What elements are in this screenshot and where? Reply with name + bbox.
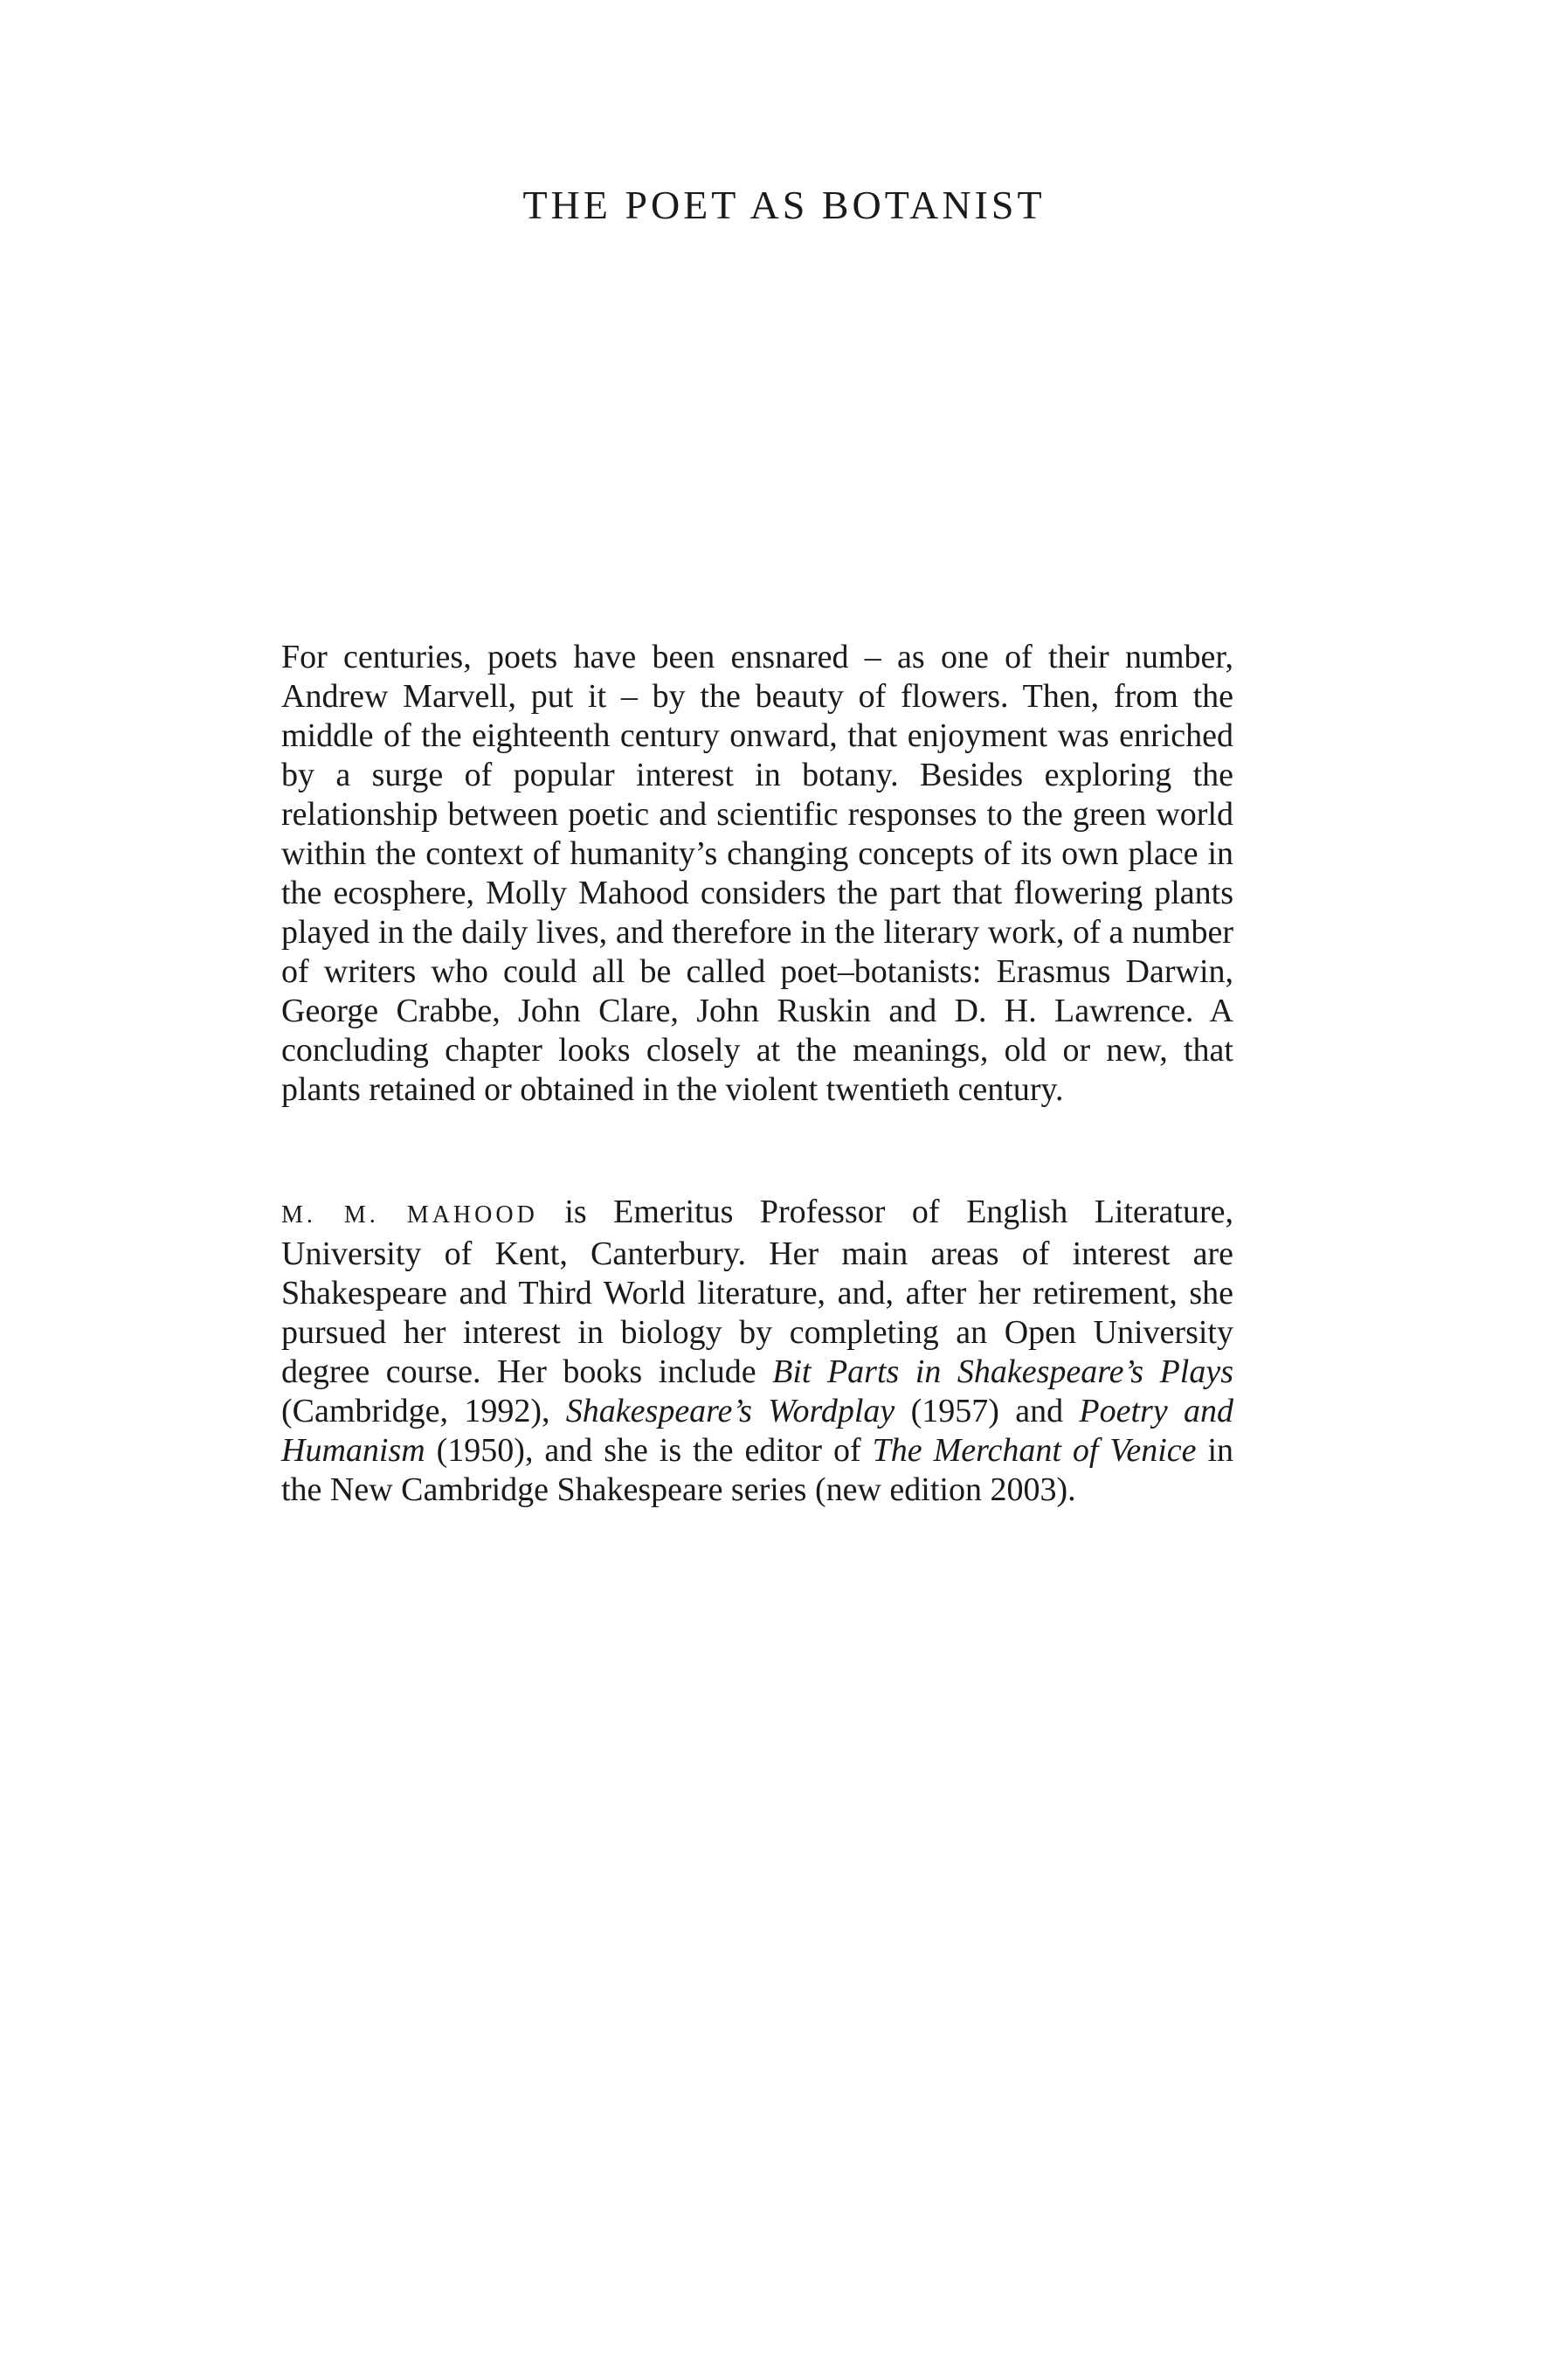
bio-text-2: (Cambridge, 1992),	[281, 1393, 566, 1429]
bio-text-5: in the New Cambridge Shakespeare series (new edition 2003).	[281, 1432, 1234, 1508]
author-name: M. M. MAHOOD	[281, 1201, 538, 1228]
description-paragraph: For centuries, poets have been ensnared – as one of their number, Andrew Marvell, put it – by the beauty of flowers. Then, from the middle of the eighteenth century onward, that enjoyment was enriched by a surge of popular interest in botany. Besides exploring the relationship between poetic and scientific responses to the green world within the context of humanity’s changing concepts of its own place in the ecosphere, Molly Mahood considers the part that flowering plants played in the daily lives, and therefore in the literary work, of a number of writers who could all be called poet–botanists: Erasmus Darwin, George Crabbe, John Clare, John Ruskin and D. H. Lawrence. A concluding chapter looks closely at the meanings, old or new, that plants retained or obtained in the violent twentieth century.	[281, 639, 1233, 1108]
author-bio	[281, 1193, 1233, 1510]
book-description	[281, 638, 1233, 1110]
book-title-poetry-humanism: Poetry and Humanism	[281, 1393, 1233, 1469]
bio-text-4: (1950), and she is the editor of	[425, 1432, 873, 1469]
bio-text-3: (1957) and	[895, 1393, 1080, 1429]
book-title-bit-parts: Bit Parts in Shakespeare’s Plays	[772, 1353, 1233, 1390]
book-title-merchant: The Merchant of Venice	[872, 1432, 1197, 1469]
book-title-wordplay: Shakespeare’s Wordplay	[565, 1393, 895, 1429]
bio-paragraph	[281, 1193, 1233, 1510]
page-title: THE POET AS BOTANIST	[522, 183, 1046, 227]
bio-text-1: is Emeritus Professor of English Literature, University of Kent, Canterbury. Her main areas of interest are Shakespeare and Third World literature, and, after her retirement, she pursued her interest in biology by completing an Open University degree course. Her books include	[281, 1194, 1233, 1390]
